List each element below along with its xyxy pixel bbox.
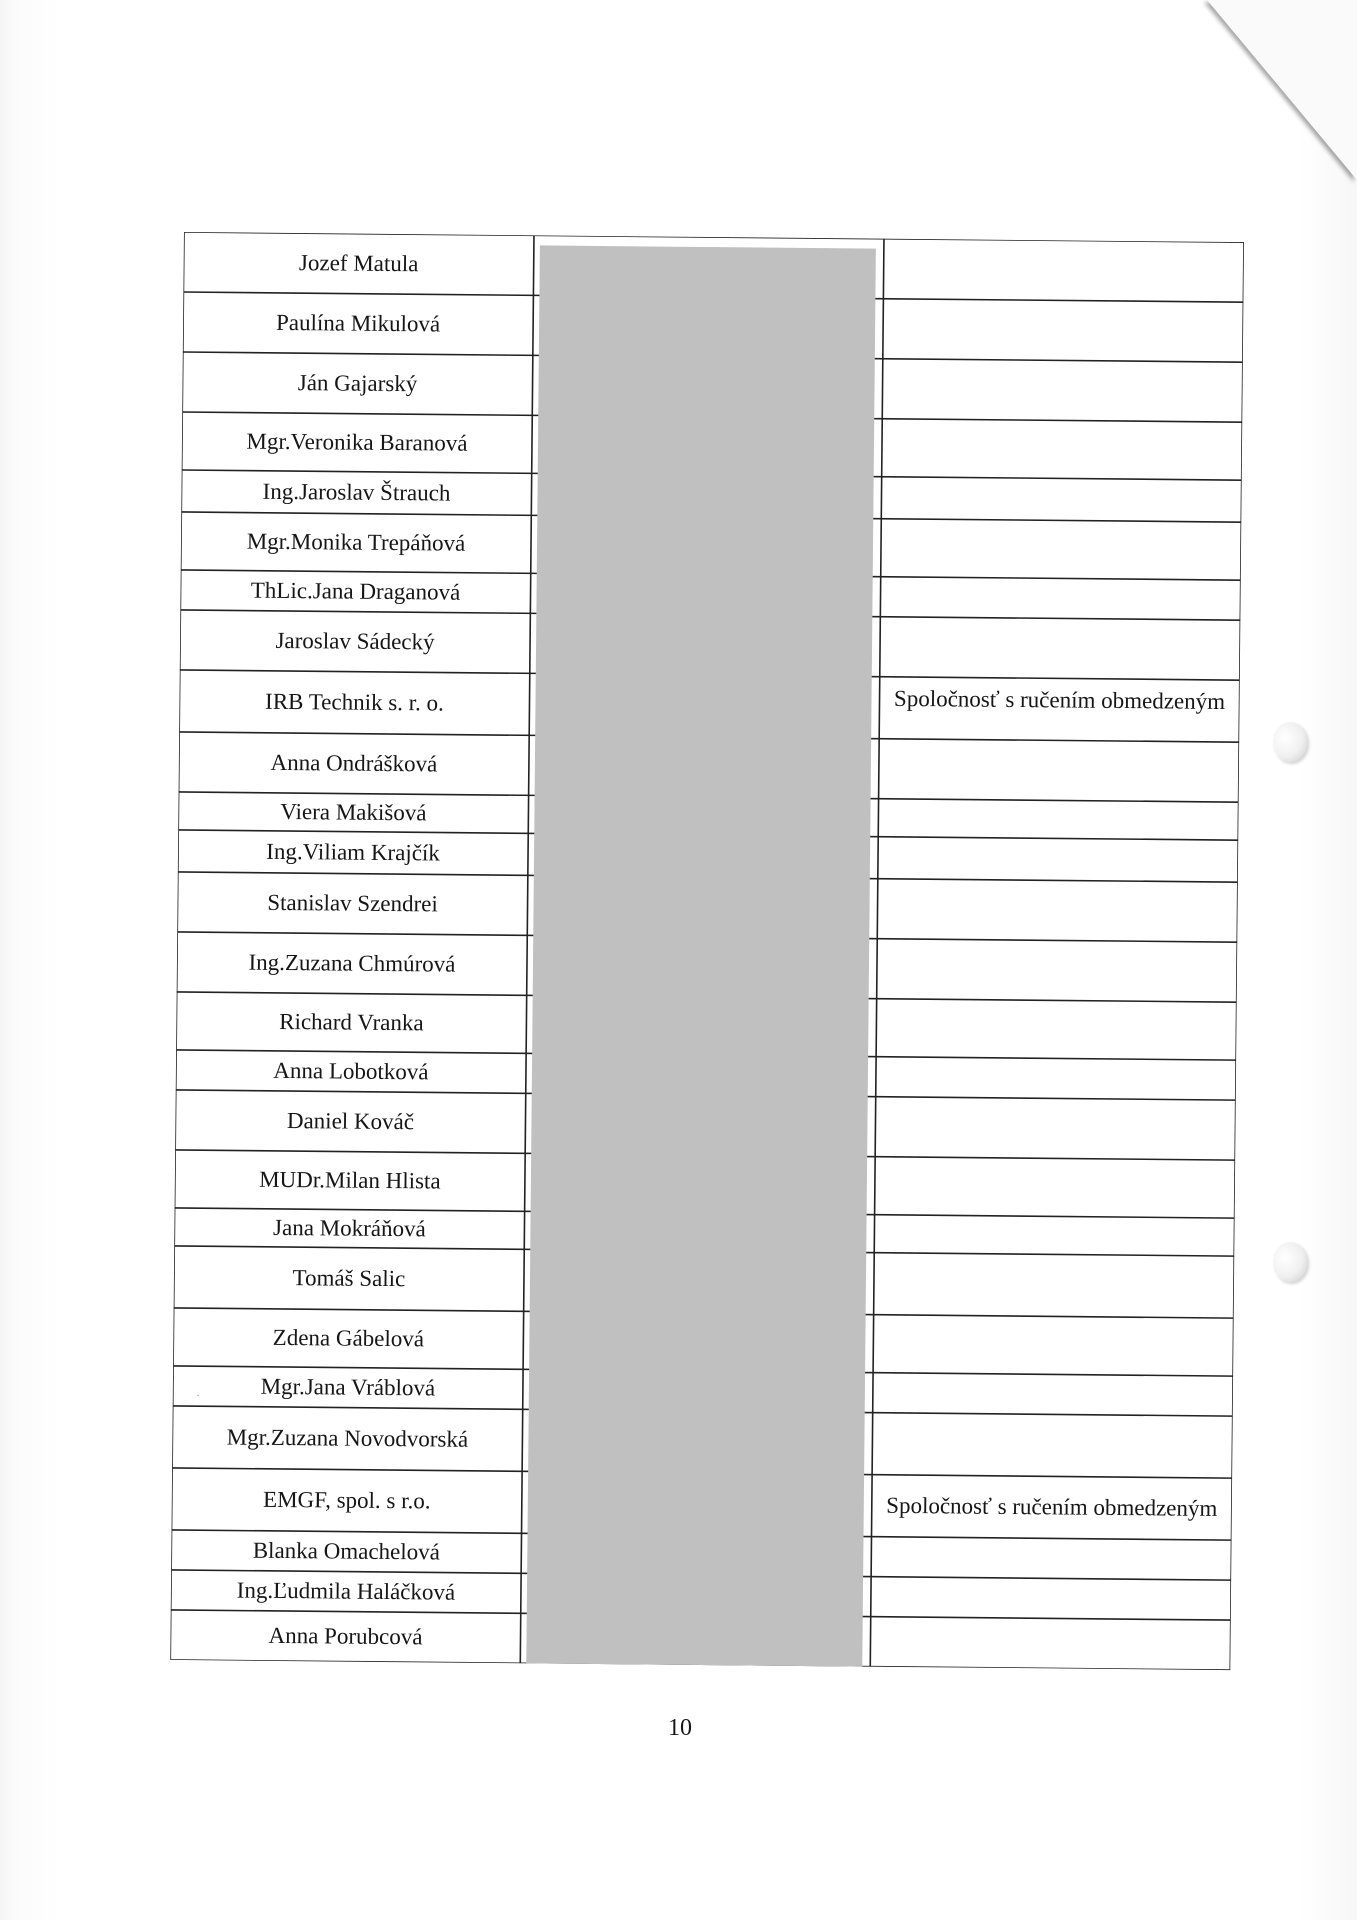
name-text: Richard Vranka bbox=[279, 1008, 424, 1036]
name-cell bbox=[178, 830, 528, 875]
name-text: Ing.Zuzana Chmúrová bbox=[248, 949, 456, 977]
name-cell bbox=[183, 232, 534, 295]
punch-hole-lower bbox=[1273, 1242, 1307, 1282]
name-text: Paulína Mikulová bbox=[275, 309, 441, 337]
name-text: Ing.Viliam Krajčík bbox=[266, 838, 440, 866]
name-text: Zdena Gábelová bbox=[272, 1324, 425, 1352]
entity-type-text: Spoločnosť s ručením obmedzeným bbox=[893, 685, 1226, 714]
name-cell bbox=[176, 1050, 526, 1093]
name-text: EMGF, spol. s r.o. bbox=[262, 1486, 431, 1514]
name-cell bbox=[178, 792, 528, 833]
name-text: Daniel Kováč bbox=[286, 1107, 415, 1135]
name-cell bbox=[176, 992, 527, 1053]
name-cell bbox=[177, 872, 528, 935]
name-text: Jozef Matula bbox=[298, 249, 419, 277]
name-cell bbox=[174, 1208, 524, 1249]
name-cell bbox=[173, 1366, 523, 1409]
name-cell bbox=[177, 932, 528, 995]
name-text: Blanka Omachelová bbox=[252, 1537, 441, 1565]
name-text: Ján Gajarský bbox=[297, 369, 418, 397]
name-text: Tomáš Salic bbox=[292, 1264, 406, 1291]
redacted-column bbox=[526, 245, 876, 1666]
name-text: Mgr.Veronika Baranová bbox=[246, 428, 468, 456]
register-table bbox=[170, 232, 1244, 1670]
name-text: Anna Porubcová bbox=[268, 1622, 423, 1650]
name-cell bbox=[179, 670, 530, 735]
name-cell bbox=[173, 1308, 524, 1369]
table-border-right bbox=[1230, 242, 1244, 1670]
name-cell bbox=[175, 1150, 526, 1211]
name-text: Jana Mokráňová bbox=[273, 1214, 426, 1242]
name-cell bbox=[171, 1570, 521, 1613]
name-cell bbox=[172, 1406, 523, 1471]
name-cell bbox=[181, 470, 531, 515]
name-text: Mgr.Zuzana Novodvorská bbox=[226, 1424, 469, 1452]
name-text: Jaroslav Sádecký bbox=[275, 627, 435, 655]
name-text: Mgr.Monika Trepáňová bbox=[246, 528, 466, 556]
entity-type-cell bbox=[872, 1475, 1233, 1540]
entity-type-text: Spoločnosť s ručením obmedzeným bbox=[886, 1492, 1218, 1521]
name-cell bbox=[171, 1530, 521, 1573]
name-text: Ing.Jaroslav Štrauch bbox=[262, 478, 451, 506]
name-cell bbox=[181, 512, 532, 573]
name-text: MUDr.Milan Hlista bbox=[259, 1166, 441, 1194]
name-cell bbox=[175, 1090, 526, 1153]
name-text: IRB Technik s. r. o. bbox=[264, 688, 445, 716]
name-cell bbox=[183, 292, 534, 355]
name-text: Viera Makišová bbox=[280, 798, 427, 826]
name-cell bbox=[182, 352, 533, 415]
name-text: Mgr.Jana Vráblová bbox=[260, 1373, 436, 1401]
name-text: Anna Lobotková bbox=[273, 1057, 429, 1085]
punch-hole-upper bbox=[1273, 722, 1307, 762]
name-cell bbox=[172, 1468, 523, 1533]
name-text: ThLic.Jana Draganová bbox=[250, 577, 461, 605]
name-cell bbox=[174, 1246, 525, 1311]
name-cell bbox=[180, 570, 530, 613]
page-number: 10 bbox=[668, 1715, 692, 1741]
folded-corner bbox=[1207, 0, 1357, 180]
name-text: Anna Ondrášková bbox=[270, 749, 438, 777]
name-cell bbox=[170, 1610, 520, 1663]
name-cell bbox=[179, 732, 530, 795]
name-text: Ing.Ľudmila Haláčková bbox=[236, 1577, 456, 1605]
name-text: Stanislav Szendrei bbox=[267, 889, 438, 917]
scan-speck: · bbox=[196, 1388, 200, 1402]
name-cell bbox=[180, 610, 531, 673]
entity-type-cell bbox=[879, 669, 1240, 732]
name-cell bbox=[182, 412, 533, 473]
